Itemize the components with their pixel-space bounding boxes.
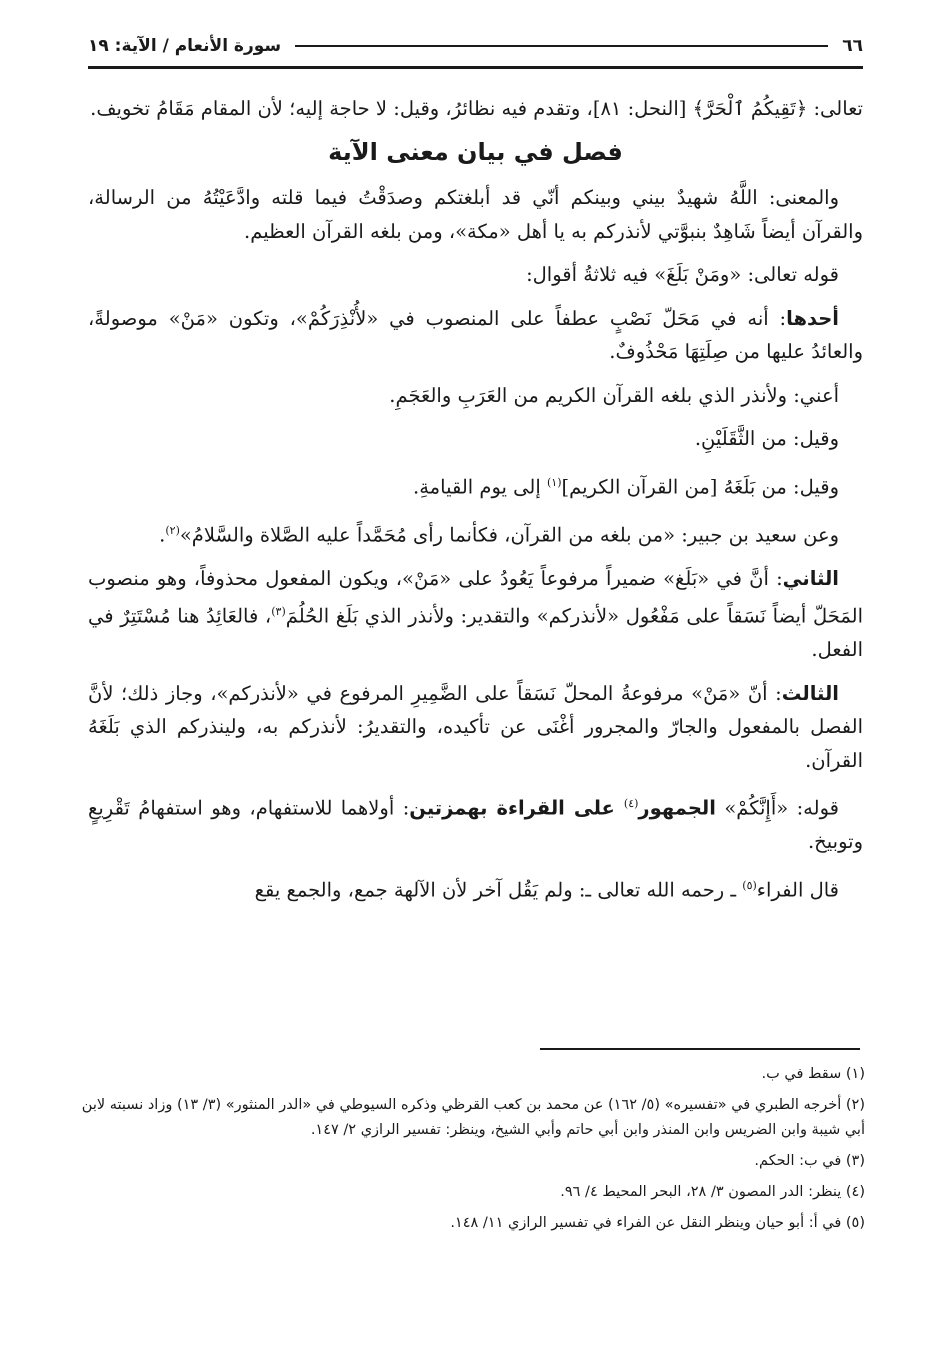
section-heading: فصل في بيان معنى الآية — [328, 137, 623, 166]
footnote-ref-3: (٣) — [271, 605, 286, 618]
paragraph-three-sayings: قوله تعالى: «ومَنْ بَلَغَ» فيه ثلاثةُ أقوال: — [526, 263, 839, 286]
running-header — [88, 28, 863, 64]
paragraph-farra: قال الفراء$^{(٥)}$ ـ رحمه الله تعالى ـ: ولم يَقُل آخر لأن الآلهة جمع، والجمع يقع — [254, 878, 839, 901]
footnote-rule — [540, 1048, 860, 1050]
paragraph-first-saying: أحدها: أنه في مَحَلّ نَصْبٍ عطفاً على المنصوب في «لأُنْذِرَكُمْ»، وتكون «مَنْ» موصولةً، والعائدُ عليها من صِلَتِهَا مَحْذُوفٌ. — [88, 306, 863, 363]
footnote-ref-2: (٢) — [165, 523, 180, 537]
surah-title: سورة الأنعام / الآية: ١٩ — [88, 36, 282, 56]
paragraph-second-saying: الثاني: أنَّ في «بَلَغ» ضميراً مرفوعاً يَعُودُ على «مَنْ»، ويكون المفعول محذوفاً، وهو منصوب المَحَلّ أيضاً نَسَقاً على مَفْعُول «لأنذركم» والتقدير: ولأنذر الذي بَلَغ الحُلُمَ$^{(٣)}$، فالعَائِدُ هنا مُسْتَتِرٌ في الفعل. — [88, 566, 863, 661]
paragraph-saeed: وعن سعيد بن جبير: «من بلغه من القرآن، فكأنما رأى مُحَمَّداً عليه الصَّلاة والسَّلامُ»$^{(٢)}$. — [159, 523, 839, 546]
label-third: الثالث — [781, 681, 839, 705]
main-text — [88, 92, 863, 917]
footnote-ref-1: (١) — [546, 475, 562, 489]
footnote-2: (٢) أخرجه الطبري في «تفسيره» (٥/ ١٦٢) عن محمد بن كعب القرظي وذكره السيوطي في «الدر المنثور» (٣/ ١٣) وزاد نسبته لابن أبي شيبة وابن الضريس وابن المنذر وابن أبي حاتم وأبي الشيخ، وينظر: تفسير الرازي ٢/ ١٤٧. — [81, 1097, 865, 1138]
footnote-3: (٣) في ب: الحكم. — [754, 1153, 865, 1169]
label-second: الثاني — [782, 566, 839, 590]
paragraph-meaning: والمعنى: اللَّهُ شهيدٌ بيني وبينكم أنّي قد أبلغتكم وصدَقْتُ فيما قلته وادَّعَيْتُهُ من الرسالة، والقرآن أيضاً شَاهِدٌ بنبوَّتي لأنذركم به يا أهل «مكة»، ومن بلغه القرآن العظيم. — [88, 186, 863, 243]
label-first: أحدها — [786, 306, 839, 330]
paragraph-intro: تعالى: ﴿تَقِيكُمُ ٱلْحَرَّ﴾ [النحل: ٨١]، وتقدم فيه نظائرُ، وقيل: لا حاجة إليه؛ لأن المقام مَقَامُ تخويف. — [90, 97, 863, 120]
paragraph-qiyamah: وقيل: من بَلَغَهُ [من القرآن الكريم]$^{(١)}$ إلى يوم القيامةِ. — [413, 475, 839, 498]
page-number: ٦٦ — [842, 36, 863, 56]
footnote-1: (١) سقط في ب. — [761, 1066, 865, 1082]
header-rule — [88, 66, 863, 69]
footnote-ref-5: (٥) — [742, 878, 757, 892]
footnote-ref-4: (٤) — [623, 797, 639, 810]
header-line — [295, 45, 828, 47]
footnotes — [75, 1062, 865, 1242]
paragraph-thaqalayn: وقيل: من الثَّقَلَيْنِ. — [694, 427, 839, 450]
paragraph-third-saying: الثالث: أنّ «مَنْ» مرفوعةُ المحلّ نَسَقاً على الضَّمِيرِ المرفوع في «لأنذركم»، وجاز ذلك؛ لأنَّ الفصل بالمفعول والجارّ والمجرور أغْنَى عن تأكيده، والتقديرُ: لأنذركم به، ولينذركم الذي بَلَغَهُ القرآن. — [88, 681, 863, 772]
paragraph-a-innakum: قوله: «أَإِنَّكُمْ» الجمهور$^{(٤)}$ على القراءة بهمزتين: أولاهما للاستفهام، وهو استفهامُ تَقْرِيعٍ وتوبيخ. — [88, 796, 863, 853]
footnote-5: (٥) في أ: أبو حيان وينظر النقل عن الفراء في تفسير الرازي ١١/ ١٤٨. — [450, 1215, 865, 1231]
footnote-4: (٤) ينظر: الدر المصون ٣/ ٢٨، البحر المحيط ٤/ ٩٦. — [560, 1184, 865, 1200]
paragraph-ani: أعني: ولأنذر الذي بلغه القرآن الكريم من العَرَبِ والعَجَمِ. — [389, 383, 839, 407]
